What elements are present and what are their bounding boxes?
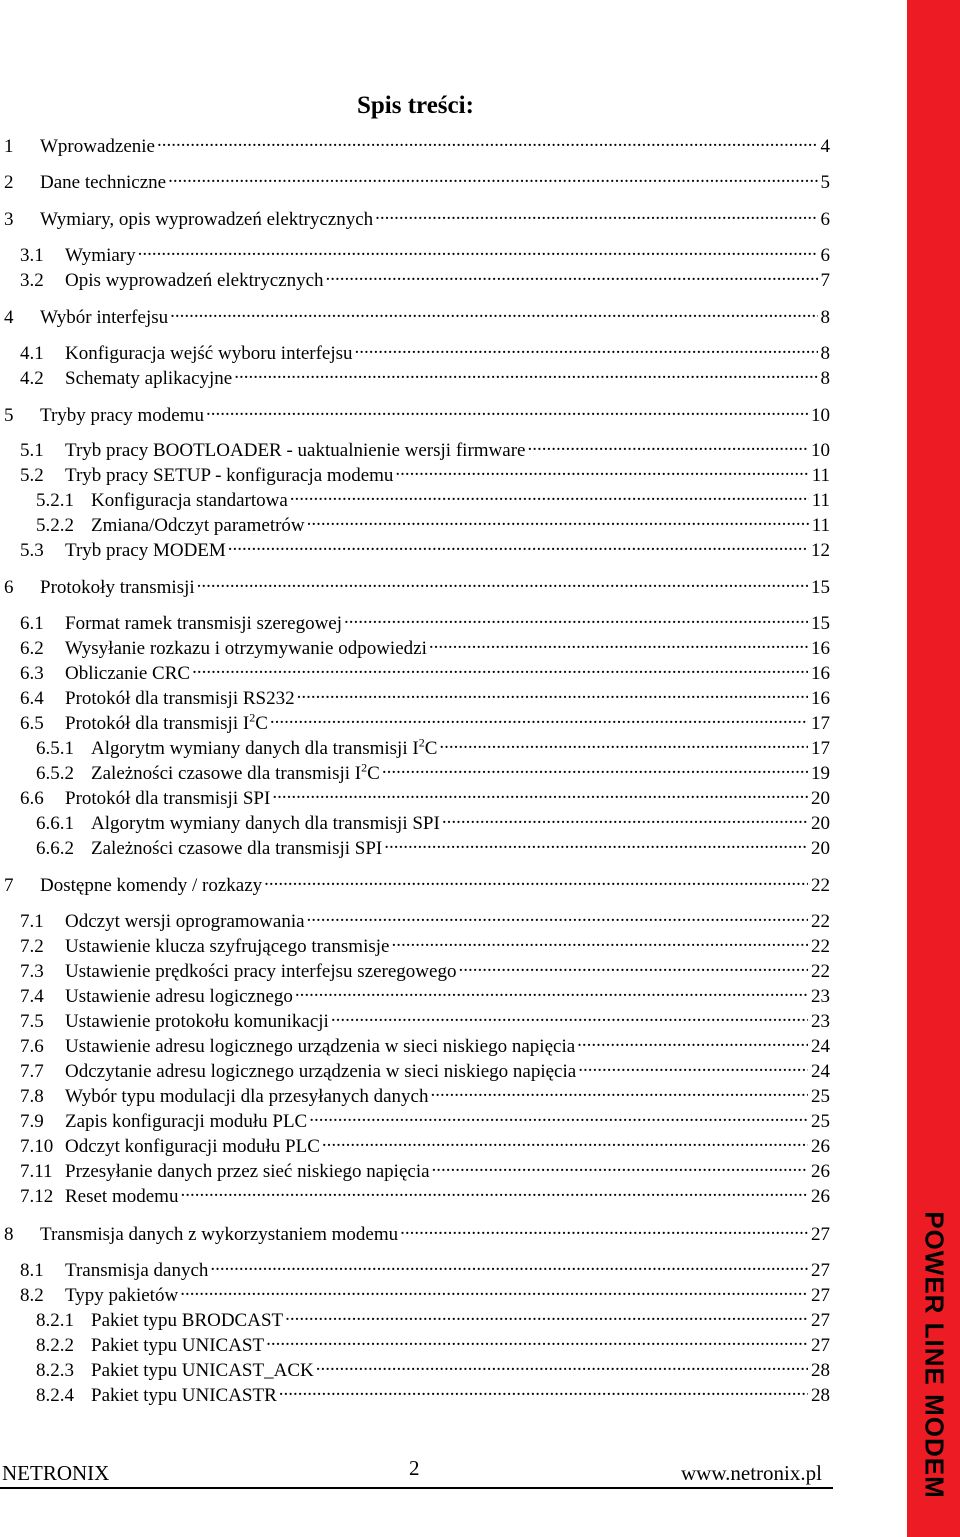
toc-entry-page: 27 <box>811 1310 830 1331</box>
toc-entry-page: 25 <box>811 1111 830 1132</box>
toc-entry[interactable] <box>20 955 830 982</box>
toc-leader-dots <box>307 1105 808 1127</box>
toc-entry[interactable] <box>4 301 830 328</box>
toc-entry-title: Format ramek transmisji szeregowej <box>65 613 343 634</box>
toc-entry-number: 5.2.1 <box>36 490 74 511</box>
toc-leader-dots <box>456 955 808 977</box>
toc-entry-title: Tryby pracy modemu <box>40 405 204 426</box>
toc-entry-title: Wymiary, opis wyprowadzeń elektrycznych <box>40 209 374 230</box>
toc-entry-title: Pakiet typu UNICAST <box>91 1335 265 1356</box>
toc-entry-title: Obliczanie CRC <box>65 663 191 684</box>
toc-leader-dots <box>190 657 808 679</box>
toc-entry-number: 7.9 <box>20 1111 44 1132</box>
toc-entry-number: 7.12 <box>20 1186 54 1207</box>
toc-entry-title: Transmisja danych <box>65 1260 209 1281</box>
toc-entry-number: 6.5.1 <box>36 738 74 759</box>
toc-entry-title: Ustawienie protokołu komunikacji <box>65 1011 329 1032</box>
toc-entry-page: 12 <box>811 540 830 561</box>
toc-entry-page: 27 <box>811 1260 830 1281</box>
toc-entry[interactable] <box>20 459 830 486</box>
toc-entry[interactable] <box>20 534 830 561</box>
toc-entry-number: 6.2 <box>20 638 44 659</box>
toc-entry-page: 27 <box>811 1285 830 1306</box>
toc-leader-dots <box>373 203 817 225</box>
toc-entry[interactable] <box>20 1254 830 1281</box>
toc-entry-title: Ustawienie adresu logicznego <box>65 986 293 1007</box>
toc-entry-number: 6.4 <box>20 688 44 709</box>
toc-entry-page: 27 <box>811 1224 830 1245</box>
toc-entry-page: 16 <box>811 663 830 684</box>
toc-entry-title: Transmisja danych z wykorzystaniem modemu <box>40 1224 399 1245</box>
toc-entry-title: Ustawienie adresu logicznego urządzenia w sieci niskiego napięcia <box>65 1036 576 1057</box>
toc-leader-dots <box>437 732 808 754</box>
toc-entry-page: 23 <box>811 986 830 1007</box>
toc-entry[interactable] <box>20 1005 830 1032</box>
toc-entry-title: Przesyłanie danych przez sieć niskiego napięcia <box>65 1161 430 1182</box>
toc-entry-page: 20 <box>811 813 830 834</box>
toc-leader-dots <box>226 534 808 556</box>
toc-entry-title: Wprowadzenie <box>40 136 155 157</box>
toc-leader-dots <box>295 682 808 704</box>
toc-entry-page: 25 <box>811 1086 830 1107</box>
toc-leader-dots <box>262 869 808 891</box>
toc-entry-title: Zapis konfiguracji modułu PLC <box>65 1111 308 1132</box>
toc-entry-title: Odczyt konfiguracji modułu PLC <box>65 1136 320 1157</box>
toc-entry-number: 7.3 <box>20 961 44 982</box>
toc-entry-title: Odczytanie adresu logicznego urządzenia w sieci niskiego napięcia <box>65 1061 577 1082</box>
toc-leader-dots <box>329 1005 808 1027</box>
toc-entry-number: 6.6.1 <box>36 813 74 834</box>
toc-leader-dots <box>283 1304 808 1326</box>
toc-entry[interactable] <box>36 732 830 759</box>
toc-entry-title: Typy pakietów <box>65 1285 179 1306</box>
toc-entry-page: 5 <box>820 172 830 193</box>
toc-entry-page: 22 <box>811 961 830 982</box>
toc-entry[interactable] <box>4 1218 830 1245</box>
toc-entry-title: Wybór interfejsu <box>40 307 169 328</box>
toc-entry-number: 5.1 <box>20 440 44 461</box>
toc-entry-number: 7.6 <box>20 1036 44 1057</box>
toc-entry[interactable] <box>20 682 830 709</box>
toc-entry-number: 6.5.2 <box>36 763 74 784</box>
toc-entry-title: Tryb pracy BOOTLOADER - uaktualnienie wersji firmware <box>65 440 526 461</box>
toc-leader-dots <box>288 484 809 506</box>
toc-leader-dots <box>525 434 808 456</box>
toc-leader-dots <box>155 130 818 152</box>
toc-entry[interactable] <box>20 434 830 461</box>
toc-entry[interactable] <box>36 807 830 834</box>
toc-leader-dots <box>168 301 817 323</box>
toc-entry[interactable] <box>20 632 830 659</box>
toc-entry[interactable] <box>36 1304 830 1331</box>
toc-entry-number: 8.2.3 <box>36 1360 74 1381</box>
toc-entry-number: 4 <box>4 307 14 328</box>
toc-entry-page: 6 <box>820 245 830 266</box>
toc-entry[interactable] <box>20 1155 830 1182</box>
toc-entry-number: 5 <box>4 405 14 426</box>
toc-leader-dots <box>576 1055 808 1077</box>
toc-leader-dots <box>428 1080 808 1102</box>
toc-leader-dots <box>270 782 808 804</box>
toc-leader-dots <box>320 1130 808 1152</box>
toc-entry-title: Pakiet typu UNICAST_ACK <box>91 1360 314 1381</box>
toc-entry-number: 4.1 <box>20 343 44 364</box>
toc-leader-dots <box>427 632 808 654</box>
toc-entry[interactable] <box>20 905 830 932</box>
toc-entry-number: 6.3 <box>20 663 44 684</box>
toc-leader-dots <box>293 980 808 1002</box>
toc-entry-title: Tryb pracy SETUP - konfiguracja modemu <box>65 465 394 486</box>
toc-entry[interactable] <box>20 980 830 1007</box>
toc-entry-number: 8.2.1 <box>36 1310 74 1331</box>
toc-entry-number: 7.8 <box>20 1086 44 1107</box>
toc-entry-page: 10 <box>811 405 830 426</box>
toc-entry-page: 17 <box>811 713 830 734</box>
toc-entry-number: 7.2 <box>20 936 44 957</box>
toc-leader-dots <box>277 1379 808 1401</box>
toc-entry-page: 24 <box>811 1036 830 1057</box>
toc-entry-page: 15 <box>811 613 830 634</box>
toc-entry[interactable] <box>4 571 830 598</box>
toc-entry-page: 8 <box>820 307 830 328</box>
toc-entry-number: 5.2.2 <box>36 515 74 536</box>
toc-entry-number: 6.1 <box>20 613 44 634</box>
toc-leader-dots <box>398 1218 808 1240</box>
toc-entry-page: 8 <box>820 343 830 364</box>
toc-entry-page: 6 <box>820 209 830 230</box>
toc-entry-number: 3.1 <box>20 245 44 266</box>
toc-entry[interactable] <box>20 930 830 957</box>
toc-entry-page: 15 <box>811 577 830 598</box>
toc-entry-number: 8.1 <box>20 1260 44 1281</box>
toc-entry[interactable] <box>20 782 830 809</box>
toc-entry[interactable] <box>20 362 830 389</box>
toc-entry-page: 11 <box>811 490 830 511</box>
toc-leader-dots <box>440 807 808 829</box>
toc-entry-title: Protokół dla transmisji RS232 <box>65 688 295 709</box>
toc-entry-title: Zmiana/Odczyt parametrów <box>91 515 305 536</box>
toc-entry-page: 27 <box>811 1335 830 1356</box>
toc-entry-page: 26 <box>811 1136 830 1157</box>
toc-entry-page: 23 <box>811 1011 830 1032</box>
toc-leader-dots <box>575 1030 808 1052</box>
toc-entry[interactable] <box>36 1379 830 1406</box>
toc-entry[interactable] <box>20 1105 830 1132</box>
toc-entry-number: 7.11 <box>20 1161 53 1182</box>
toc-entry[interactable] <box>20 1130 830 1157</box>
toc-entry-page: 22 <box>811 875 830 896</box>
toc-entry-number: 7.7 <box>20 1061 44 1082</box>
toc-leader-dots <box>342 607 808 629</box>
toc-entry[interactable] <box>20 707 830 734</box>
toc-leader-dots <box>204 399 808 421</box>
toc-entry-title: Tryb pracy MODEM <box>65 540 226 561</box>
toc-entry[interactable] <box>20 1030 830 1057</box>
toc-leader-dots <box>136 239 818 261</box>
toc-entry-title: Wybór typu modulacji dla przesyłanych danych <box>65 1086 429 1107</box>
toc-leader-dots <box>195 571 808 593</box>
toc-entry-title: Protokół dla transmisji SPI <box>65 788 271 809</box>
toc-entry-page: 7 <box>820 270 830 291</box>
toc-leader-dots <box>264 1329 808 1351</box>
toc-entry-title: Ustawienie klucza szyfrującego transmisje <box>65 936 390 957</box>
toc-entry-page: 20 <box>811 838 830 859</box>
toc-entry-title: Wysyłanie rozkazu i otrzymywanie odpowiedzi <box>65 638 427 659</box>
toc-entry[interactable] <box>4 203 830 230</box>
toc-entry-number: 6.6.2 <box>36 838 74 859</box>
toc-entry-page: 22 <box>811 936 830 957</box>
toc-entry-page: 26 <box>811 1161 830 1182</box>
toc-entry-number: 3.2 <box>20 270 44 291</box>
toc-entry-page: 8 <box>820 368 830 389</box>
toc-entry-number: 2 <box>4 172 14 193</box>
toc-leader-dots <box>166 166 817 188</box>
toc-entry-number: 8 <box>4 1224 14 1245</box>
footer-page-number: 2 <box>409 1456 420 1480</box>
toc-leader-dots <box>430 1155 808 1177</box>
toc-entry[interactable] <box>20 1080 830 1107</box>
toc-entry[interactable] <box>4 130 830 157</box>
toc-entry-title: Ustawienie prędkości pracy interfejsu szeregowego <box>65 961 457 982</box>
page-title: Spis treści: <box>357 92 474 119</box>
toc-entry-page: 11 <box>811 515 830 536</box>
toc-entry-title: Pakiet typu UNICASTR <box>91 1385 277 1406</box>
toc-entry-number: 7.5 <box>20 1011 44 1032</box>
toc-entry-title: Pakiet typu BRODCAST <box>91 1310 284 1331</box>
toc-leader-dots <box>208 1254 808 1276</box>
toc-entry-title: Protokół dla transmisji $I^2C$ <box>65 710 268 734</box>
toc-entry-title: Konfiguracja standartowa <box>91 490 288 511</box>
toc-entry-page: 26 <box>811 1186 830 1207</box>
toc-entry-page: 22 <box>811 911 830 932</box>
toc-entry-page: 17 <box>811 738 830 759</box>
toc-entry[interactable] <box>36 1354 830 1381</box>
toc-entry-number: 1 <box>4 136 14 157</box>
toc-entry-title: Reset modemu <box>65 1186 179 1207</box>
toc-leader-dots <box>353 337 818 359</box>
toc-entry-page: 16 <box>811 688 830 709</box>
toc-entry-number: 3 <box>4 209 14 230</box>
toc-entry-number: 8.2.4 <box>36 1385 74 1406</box>
toc-entry-page: 20 <box>811 788 830 809</box>
toc-entry-number: 8.2 <box>20 1285 44 1306</box>
toc-leader-dots <box>178 1180 808 1202</box>
toc-entry-number: 7 <box>4 875 14 896</box>
toc-entry[interactable] <box>20 337 830 364</box>
toc-entry-title: Algorytm wymiany danych dla transmisji $I^2C$ <box>91 735 438 759</box>
toc-entry[interactable] <box>20 657 830 684</box>
footer-divider <box>0 1487 833 1489</box>
toc-entry-page: 19 <box>811 763 830 784</box>
toc-leader-dots <box>382 832 808 854</box>
toc-entry-number: 6.5 <box>20 713 44 734</box>
footer-company-name: NETRONIX <box>2 1461 110 1485</box>
toc-entry-title: Zależności czasowe dla transmisji $I^2C$ <box>91 760 380 784</box>
toc-entry[interactable] <box>36 509 830 536</box>
toc-entry-number: 8.2.2 <box>36 1335 74 1356</box>
toc-entry-page: 28 <box>811 1360 830 1381</box>
toc-entry-number: 4.2 <box>20 368 44 389</box>
toc-entry[interactable] <box>20 607 830 634</box>
toc-entry-title: Zależności czasowe dla transmisji SPI <box>91 838 383 859</box>
toc-leader-dots <box>324 264 818 286</box>
toc-entry[interactable] <box>4 869 830 896</box>
toc-entry-page: 11 <box>811 465 830 486</box>
toc-entry-page: 4 <box>820 136 830 157</box>
toc-leader-dots <box>314 1354 808 1376</box>
side-banner-text: POWER LINE MODEM <box>919 1211 950 1499</box>
toc-entry-page: 24 <box>811 1061 830 1082</box>
toc-leader-dots <box>393 459 808 481</box>
toc-entry-number: 7.1 <box>20 911 44 932</box>
toc-entry-title: Dane techniczne <box>40 172 167 193</box>
toc-entry-number: 5.3 <box>20 540 44 561</box>
toc-entry[interactable] <box>20 1055 830 1082</box>
toc-entry-title: Dostępne komendy / rozkazy <box>40 875 263 896</box>
toc-entry-number: 7.10 <box>20 1136 54 1157</box>
toc-entry-title: Konfiguracja wejść wyboru interfejsu <box>65 343 353 364</box>
toc-leader-dots <box>389 930 808 952</box>
toc-entry[interactable] <box>36 832 830 859</box>
toc-leader-dots <box>380 757 808 779</box>
toc-entry-title: Algorytm wymiany danych dla transmisji SPI <box>91 813 440 834</box>
toc-entry[interactable] <box>36 757 830 784</box>
toc-entry-title: Protokoły transmisji <box>40 577 195 598</box>
toc-leader-dots <box>268 707 808 729</box>
toc-leader-dots <box>232 362 817 384</box>
toc-entry[interactable] <box>36 1329 830 1356</box>
footer-website: www.netronix.pl <box>681 1461 822 1485</box>
toc-entry[interactable] <box>20 1279 830 1306</box>
toc-entry-number: 7.4 <box>20 986 44 1007</box>
toc-entry[interactable] <box>36 484 830 511</box>
toc-leader-dots <box>305 905 808 927</box>
toc-entry[interactable] <box>4 166 830 193</box>
toc-entry[interactable] <box>4 399 830 426</box>
toc-entry-title: Odczyt wersji oprogramowania <box>65 911 305 932</box>
toc-entry-number: 6.6 <box>20 788 44 809</box>
toc-entry[interactable] <box>20 239 830 266</box>
toc-entry-page: 28 <box>811 1385 830 1406</box>
toc-entry[interactable] <box>20 264 830 291</box>
toc-leader-dots <box>305 509 809 531</box>
toc-leader-dots <box>178 1279 808 1301</box>
toc-entry-title: Opis wyprowadzeń elektrycznych <box>65 270 324 291</box>
toc-entry-title: Schematy aplikacyjne <box>65 368 233 389</box>
toc-entry-title: Wymiary <box>65 245 136 266</box>
toc-entry-number: 6 <box>4 577 14 598</box>
toc-entry-page: 10 <box>811 440 830 461</box>
toc-entry-number: 5.2 <box>20 465 44 486</box>
toc-entry-page: 16 <box>811 638 830 659</box>
toc-entry[interactable] <box>20 1180 830 1207</box>
